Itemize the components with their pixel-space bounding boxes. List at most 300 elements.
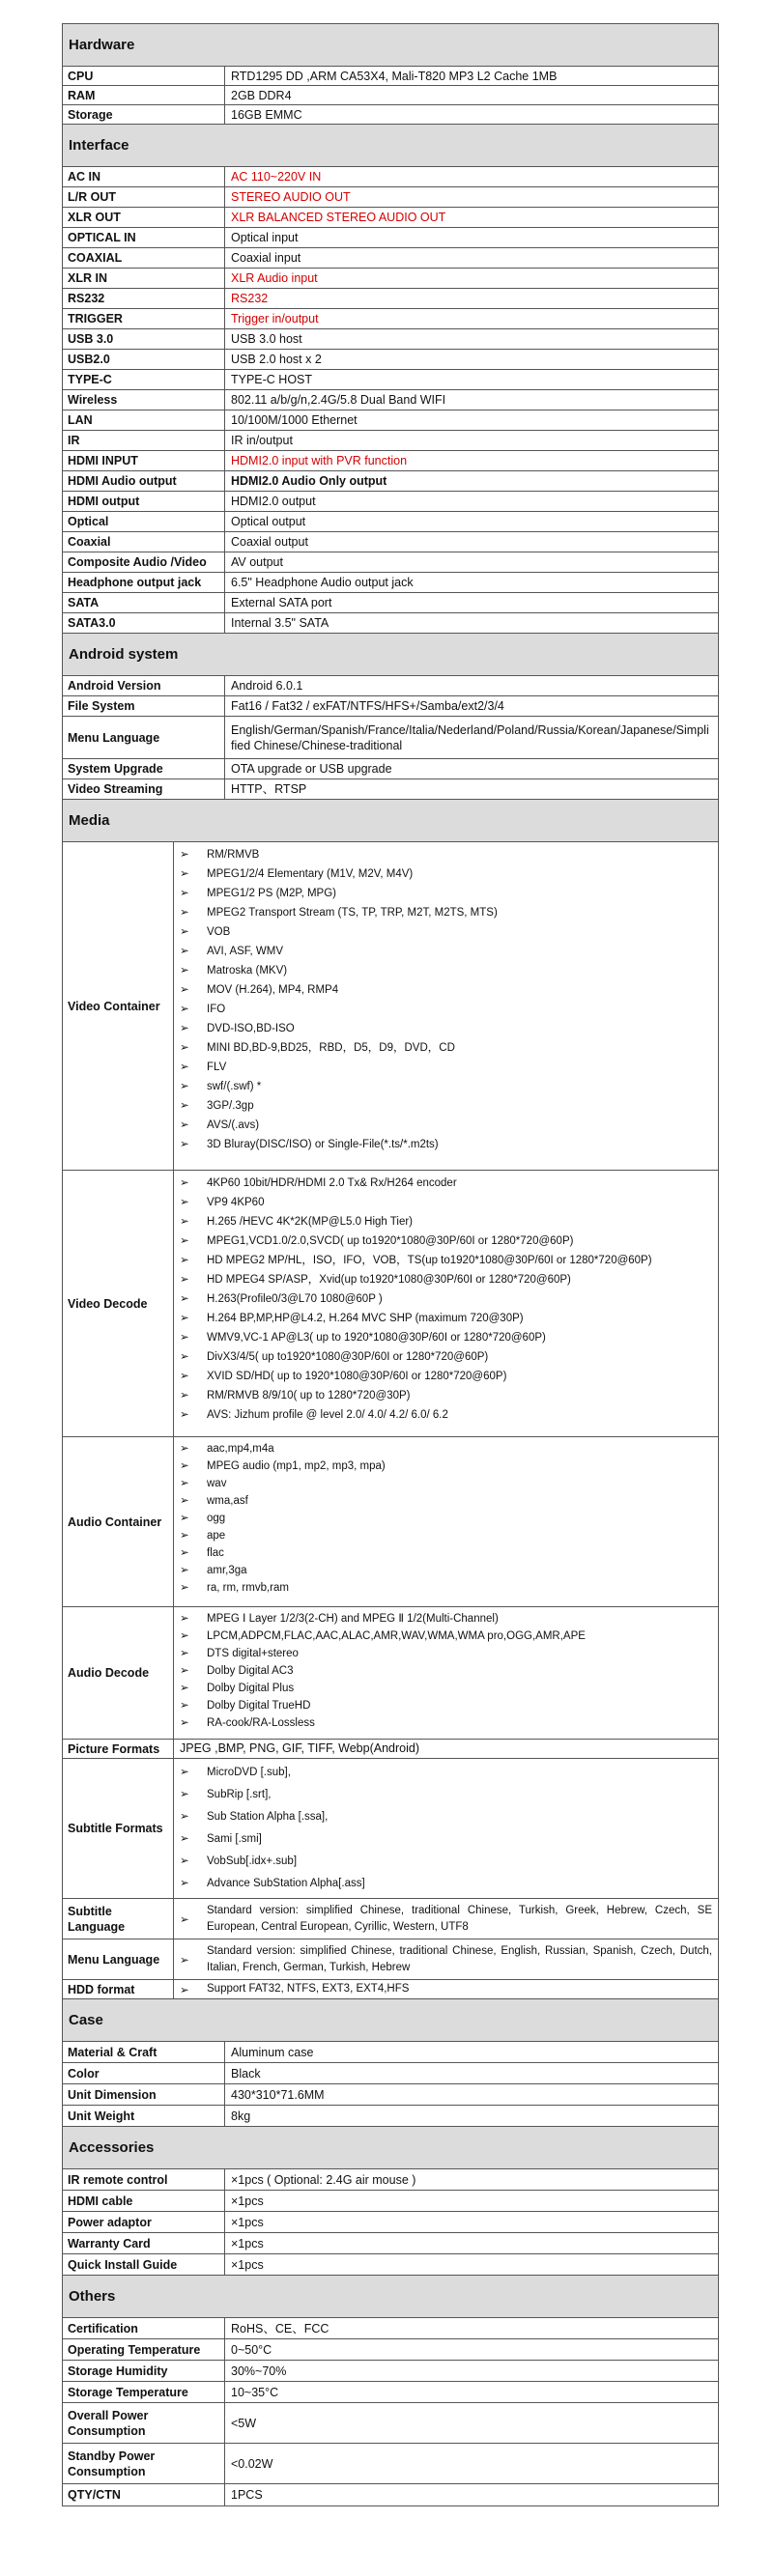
spec-label: Picture Formats [63, 1740, 174, 1758]
spec-row-warranty-card [63, 2233, 718, 2254]
spec-row-ir-remote [63, 2169, 718, 2191]
audio-decode-item [180, 1680, 712, 1697]
list-item-text: RM/RMVB [207, 849, 260, 861]
spec-label: HDMI cable [63, 2191, 225, 2211]
spec-value [174, 1980, 718, 1998]
bullet-arrow-icon: ➢ [180, 1004, 189, 1015]
list-item-text: AVI, ASF, WMV [207, 946, 284, 957]
spec-label: Optical [63, 512, 225, 531]
spec-label: HDMI output [63, 492, 225, 511]
section-hardware: Hardware [63, 24, 718, 67]
spec-value-text: Standard version: simplified Chinese, traditional Chinese, English, Russian, Spanish, Czech, Dutch, Italian, French, German, Turkish, Hebrew [207, 1944, 712, 1973]
bullet-arrow-icon: ➢ [180, 984, 189, 996]
list-item-text: ra, rm, rmvb,ram [207, 1582, 289, 1594]
video-decode-item [180, 1174, 712, 1193]
spec-row-storage [63, 105, 718, 125]
list-item-text: RM/RMVB 8/9/10( up to 1280*720@30P) [207, 1390, 411, 1401]
list-item-text: wma,asf [207, 1495, 248, 1507]
spec-label: Audio Container [63, 1437, 174, 1606]
audio-container-item [180, 1492, 712, 1510]
spec-value-text: Support FAT32, NTFS, EXT3, EXT4,HFS [207, 1983, 410, 1995]
list-item-text: DivX3/4/5( up to1920*1080@30P/60I or 1280*720@60P) [207, 1351, 489, 1363]
spec-label: Subtitle Language [63, 1899, 174, 1939]
video-container-item-list [174, 842, 718, 1170]
spec-row-hdmi-input [63, 451, 718, 471]
subtitle-format-item [180, 1828, 712, 1851]
spec-row-coaxial-in [63, 248, 718, 269]
list-item-text: Dolby Digital TrueHD [207, 1700, 311, 1712]
spec-value: Android 6.0.1 [231, 679, 303, 693]
audio-container-item [180, 1527, 712, 1544]
bullet-arrow-icon: ➢ [180, 1665, 189, 1677]
spec-value [174, 1899, 718, 1939]
spec-label: SATA [63, 593, 225, 612]
spec-value: Black [231, 2066, 261, 2081]
spec-row-overall-power [63, 2403, 718, 2444]
spec-row-coaxial [63, 532, 718, 552]
list-item-text: Dolby Digital AC3 [207, 1665, 294, 1677]
spec-label: Video Decode [63, 1171, 174, 1436]
spec-value: External SATA port [231, 596, 332, 609]
bullet-arrow-icon: ➢ [180, 1119, 189, 1131]
subtitle-format-item [180, 1784, 712, 1806]
list-item-text: MPEG audio (mp1, mp2, mp3, mpa) [207, 1460, 386, 1472]
spec-value: 1PCS [231, 2488, 263, 2502]
list-item-text: wav [207, 1478, 227, 1489]
section-case: Case [63, 1999, 718, 2042]
spec-value: Trigger in/output [231, 312, 319, 326]
spec-row-color [63, 2063, 718, 2084]
spec-label: RS232 [63, 289, 225, 308]
spec-row-operating-temp [63, 2339, 718, 2361]
spec-value: ×1pcs [231, 2257, 264, 2272]
spec-row-power-adaptor [63, 2212, 718, 2233]
spec-value: 430*310*71.6MM [231, 2087, 325, 2102]
bullet-arrow-icon: ➢ [180, 1547, 189, 1559]
bullet-arrow-icon: ➢ [180, 1495, 189, 1507]
spec-row-quick-guide [63, 2254, 718, 2276]
spec-value: 10~35°C [231, 2385, 279, 2399]
list-item-text: HD MPEG2 MP/HL，ISO，IFO，VOB，TS(up to1920*1080@30P/60I or 1280*720@60P) [207, 1255, 652, 1266]
spec-row-unit-weight [63, 2106, 718, 2127]
spec-label: TRIGGER [63, 309, 225, 328]
spec-value: Internal 3.5" SATA [231, 616, 329, 630]
bullet-arrow-icon: ➢ [180, 1255, 189, 1266]
bullet-arrow-icon: ➢ [180, 1197, 189, 1208]
spec-row-audio-container [63, 1437, 718, 1607]
list-item-text: MPEG1/2 PS (M2P, MPG) [207, 888, 336, 899]
bullet-arrow-icon: ➢ [180, 888, 189, 899]
spec-value-text: JPEG ,BMP, PNG, GIF, TIFF, Webp(Android) [180, 1741, 419, 1755]
audio-decode-item [180, 1662, 712, 1680]
spec-value: HDMI2.0 input with PVR function [231, 454, 408, 467]
spec-row-unit-dimension [63, 2084, 718, 2106]
list-item-text: WMV9,VC-1 AP@L3( up to 1920*1080@30P/60I or 1280*720@60P) [207, 1332, 546, 1344]
bullet-arrow-icon: ➢ [180, 1530, 189, 1542]
spec-value: 802.11 a/b/g/n,2.4G/5.8 Dual Band WIFI [231, 393, 446, 407]
bullet-arrow-icon: ➢ [180, 1833, 189, 1845]
spec-label: RAM [63, 86, 225, 104]
bullet-arrow-icon: ➢ [180, 1811, 189, 1823]
spec-row-cpu [63, 67, 718, 86]
list-item-text: AVS/(.avs) [207, 1119, 260, 1131]
spec-value: <0.02W [231, 2456, 273, 2471]
spec-value: Aluminum case [231, 2045, 314, 2059]
spec-value: ×1pcs [231, 2236, 264, 2250]
spec-label: USB2.0 [63, 350, 225, 369]
spec-value: IR in/output [231, 434, 293, 447]
spec-row-wireless [63, 390, 718, 410]
bullet-arrow-icon: ➢ [180, 907, 189, 919]
video-container-item [180, 1077, 712, 1096]
list-item-text: AVS: Jizhum profile @ level 2.0/ 4.0/ 4.2/ 6.0/ 6.2 [207, 1409, 448, 1421]
video-container-item [180, 1096, 712, 1116]
spec-value: XLR BALANCED STEREO AUDIO OUT [231, 211, 446, 224]
spec-value: 6.5" Headphone Audio output jack [231, 576, 414, 589]
video-container-item [180, 1019, 712, 1038]
spec-value: HDMI2.0 Audio Only output [231, 474, 387, 488]
spec-label: Power adaptor [63, 2212, 225, 2232]
section-others: Others [63, 2276, 718, 2318]
spec-row-optical-in [63, 228, 718, 248]
video-decode-item [180, 1289, 712, 1309]
video-decode-item [180, 1328, 712, 1347]
spec-label: HDD format [63, 1980, 174, 1998]
video-decode-item [180, 1367, 712, 1386]
spec-value: AC 110~220V IN [231, 170, 322, 184]
video-decode-item [180, 1231, 712, 1251]
subtitle-format-item [180, 1806, 712, 1828]
list-item-text: MicroDVD [.sub], [207, 1767, 291, 1778]
list-item-text: aac,mp4,m4a [207, 1443, 274, 1455]
bullet-arrow-icon: ➢ [180, 926, 189, 938]
spec-value: Optical input [231, 231, 299, 244]
spec-value [174, 1740, 718, 1758]
spec-value: ×1pcs [231, 2215, 264, 2229]
spec-label: COAXIAL [63, 248, 225, 268]
video-decode-item [180, 1347, 712, 1367]
bullet-arrow-icon: ➢ [180, 1613, 189, 1625]
spec-row-xlr-in [63, 269, 718, 289]
spec-value: RTD1295 DD ,ARM CA53X4, Mali-T820 MP3 L2 Cache 1MB [231, 69, 558, 83]
list-item-text: MPEG Ⅰ Layer 1/2/3(2-CH) and MPEG Ⅱ 1/2(Multi-Channel) [207, 1613, 499, 1625]
spec-label: LAN [63, 410, 225, 430]
bullet-arrow-icon: ➢ [180, 1409, 189, 1421]
list-item-text: H.264 BP,MP,HP@L4.2, H.264 MVC SHP (maximum 720@30P) [207, 1313, 524, 1324]
spec-label: XLR OUT [63, 208, 225, 227]
list-item-text: Sami [.smi] [207, 1833, 262, 1845]
video-container-item [180, 961, 712, 980]
list-item-text: FLV [207, 1062, 227, 1073]
audio-container-item [180, 1475, 712, 1492]
video-decode-item [180, 1386, 712, 1405]
spec-row-material [63, 2042, 718, 2063]
spec-label: HDMI INPUT [63, 451, 225, 470]
list-item-text: Advance SubStation Alpha[.ass] [207, 1878, 365, 1889]
audio-decode-item-list [174, 1607, 718, 1739]
spec-row-hdmi-cable [63, 2191, 718, 2212]
bullet-arrow-icon: ➢ [180, 1954, 189, 1967]
spec-label: AC IN [63, 167, 225, 186]
spec-row-rs232 [63, 289, 718, 309]
spec-label: Standby Power Consumption [63, 2444, 225, 2483]
bullet-arrow-icon: ➢ [180, 1100, 189, 1112]
bullet-arrow-icon: ➢ [180, 1984, 189, 1996]
spec-row-ram [63, 86, 718, 105]
list-item-text: swf/(.swf) * [207, 1081, 262, 1092]
spec-row-sata [63, 593, 718, 613]
video-decode-item [180, 1405, 712, 1425]
bullet-arrow-icon: ➢ [180, 1062, 189, 1073]
spec-label: Menu Language [63, 1939, 174, 1979]
subtitle-format-item-list [174, 1759, 718, 1898]
spec-label: Audio Decode [63, 1607, 174, 1739]
spec-value: Fat16 / Fat32 / exFAT/NTFS/HFS+/Samba/ext2/3/4 [231, 699, 504, 713]
spec-label: Composite Audio /Video [63, 552, 225, 572]
bullet-arrow-icon: ➢ [180, 1139, 189, 1150]
spec-value: <5W [231, 2416, 257, 2430]
bullet-arrow-icon: ➢ [180, 1717, 189, 1729]
spec-label: Menu Language [63, 717, 225, 758]
spec-label: Overall Power Consumption [63, 2403, 225, 2443]
video-container-item [180, 942, 712, 961]
audio-container-item [180, 1440, 712, 1458]
spec-value: HTTP、RTSP [231, 782, 307, 796]
spec-label: Quick Install Guide [63, 2254, 225, 2275]
audio-decode-item [180, 1610, 712, 1628]
spec-row-video-streaming [63, 779, 718, 800]
spec-row-certification [63, 2318, 718, 2339]
video-container-item [180, 1135, 712, 1154]
list-item-text: H.263(Profile0/3@L70 1080@60P ) [207, 1293, 383, 1305]
spec-label: TYPE-C [63, 370, 225, 389]
spec-value: RS232 [231, 292, 269, 305]
subtitle-format-item [180, 1873, 712, 1895]
subtitle-format-item [180, 1762, 712, 1784]
spec-value: RoHS、CE、FCC [231, 2321, 329, 2335]
spec-row-subtitle-language [63, 1899, 718, 1939]
video-decode-item-list [174, 1171, 718, 1436]
spec-row-lan [63, 410, 718, 431]
spec-label: L/R OUT [63, 187, 225, 207]
bullet-arrow-icon: ➢ [180, 1913, 189, 1926]
bullet-arrow-icon: ➢ [180, 1023, 189, 1034]
list-item-text: HD MPEG4 SP/ASP，Xvid(up to1920*1080@30P/60I or 1280*720@60P) [207, 1274, 571, 1286]
video-decode-item [180, 1270, 712, 1289]
spec-value: Coaxial output [231, 535, 308, 549]
spec-label: Storage Temperature [63, 2382, 225, 2402]
spec-label: CPU [63, 67, 225, 85]
spec-row-file-system [63, 696, 718, 717]
video-container-item [180, 1058, 712, 1077]
section-media: Media [63, 800, 718, 842]
spec-value: 0~50°C [231, 2342, 272, 2357]
spec-label: Subtitle Formats [63, 1759, 174, 1898]
list-item-text: RA-cook/RA-Lossless [207, 1717, 315, 1729]
spec-value: Optical output [231, 515, 306, 528]
bullet-arrow-icon: ➢ [180, 1513, 189, 1524]
list-item-text: Matroska (MKV) [207, 965, 288, 977]
audio-container-item-list [174, 1437, 718, 1606]
list-item-text: 4KP60 10bit/HDR/HDMI 2.0 Tx& Rx/H264 encoder [207, 1177, 457, 1189]
video-container-item [180, 1038, 712, 1058]
audio-container-item [180, 1510, 712, 1527]
bullet-arrow-icon: ➢ [180, 1683, 189, 1694]
spec-label: QTY/CTN [63, 2484, 225, 2505]
spec-label: Material & Craft [63, 2042, 225, 2062]
video-container-item [180, 845, 712, 864]
bullet-arrow-icon: ➢ [180, 1478, 189, 1489]
spec-row-trigger [63, 309, 718, 329]
section-interface: Interface [63, 125, 718, 167]
spec-value: STEREO AUDIO OUT [231, 190, 351, 204]
bullet-arrow-icon: ➢ [180, 1582, 189, 1594]
bullet-arrow-icon: ➢ [180, 1332, 189, 1344]
section-accessories: Accessories [63, 2127, 718, 2169]
spec-label: Video Streaming [63, 779, 225, 799]
spec-value: 2GB DDR4 [231, 88, 292, 102]
spec-label: Unit Weight [63, 2106, 225, 2126]
bullet-arrow-icon: ➢ [180, 1630, 189, 1642]
spec-value: 10/100M/1000 Ethernet [231, 413, 358, 427]
spec-label: Operating Temperature [63, 2339, 225, 2360]
list-item-text: SubRip [.srt], [207, 1789, 272, 1800]
bullet-arrow-icon: ➢ [180, 1235, 189, 1247]
list-item-text: Dolby Digital Plus [207, 1683, 295, 1694]
bullet-arrow-icon: ➢ [180, 1443, 189, 1455]
spec-row-hdmi-output [63, 492, 718, 512]
spec-row-video-decode [63, 1171, 718, 1437]
bullet-arrow-icon: ➢ [180, 1855, 189, 1867]
spec-row-hdmi-audio-output [63, 471, 718, 492]
spec-label: Certification [63, 2318, 225, 2338]
spec-label: IR remote control [63, 2169, 225, 2190]
video-container-item [180, 1000, 712, 1019]
list-item-text: IFO [207, 1004, 226, 1015]
bullet-arrow-icon: ➢ [180, 849, 189, 861]
spec-value: English/German/Spanish/France/Italia/Nederland/Poland/Russia/Korean/Japanese/Simplified Chinese/Chinese-traditional [231, 722, 709, 752]
spec-label: Android Version [63, 676, 225, 695]
bullet-arrow-icon: ➢ [180, 1648, 189, 1659]
bullet-arrow-icon: ➢ [180, 1351, 189, 1363]
spec-label: OPTICAL IN [63, 228, 225, 247]
spec-value: HDMI2.0 output [231, 495, 316, 508]
spec-row-usb3 [63, 329, 718, 350]
spec-row-hdd-format [63, 1980, 718, 1999]
list-item-text: DVD-ISO,BD-ISO [207, 1023, 295, 1034]
list-item-text: H.265 /HEVC 4K*2K(MP@L5.0 High Tier) [207, 1216, 414, 1228]
list-item-text: 3GP/.3gp [207, 1100, 254, 1112]
audio-container-item [180, 1562, 712, 1579]
spec-value [174, 1939, 718, 1979]
audio-decode-item [180, 1645, 712, 1662]
audio-container-item [180, 1579, 712, 1597]
bullet-arrow-icon: ➢ [180, 1371, 189, 1382]
list-item-text: DTS digital+stereo [207, 1648, 299, 1659]
list-item-text: LPCM,ADPCM,FLAC,AAC,ALAC,AMR,WAV,WMA,WMA pro,OGG,AMR,APE [207, 1630, 586, 1642]
video-container-item [180, 903, 712, 922]
spec-row-video-container [63, 842, 718, 1171]
spec-row-usb2 [63, 350, 718, 370]
spec-value: XLR Audio input [231, 271, 318, 285]
bullet-arrow-icon: ➢ [180, 868, 189, 880]
spec-row-headphone [63, 573, 718, 593]
spec-label: IR [63, 431, 225, 450]
video-decode-item [180, 1193, 712, 1212]
video-container-item [180, 922, 712, 942]
spec-label: HDMI Audio output [63, 471, 225, 491]
spec-sheet [62, 23, 719, 2506]
bullet-arrow-icon: ➢ [180, 1460, 189, 1472]
spec-value: USB 3.0 host [231, 332, 302, 346]
spec-row-picture-formats [63, 1740, 718, 1759]
spec-row-type-c [63, 370, 718, 390]
bullet-arrow-icon: ➢ [180, 1700, 189, 1712]
bullet-arrow-icon: ➢ [180, 1789, 189, 1800]
spec-row-storage-humidity [63, 2361, 718, 2382]
spec-label: XLR IN [63, 269, 225, 288]
list-item-text: ogg [207, 1513, 226, 1524]
spec-label: Video Container [63, 842, 174, 1170]
list-item-text: MPEG2 Transport Stream (TS, TP, TRP, M2T, M2TS, MTS) [207, 907, 498, 919]
audio-decode-item [180, 1714, 712, 1732]
bullet-arrow-icon: ➢ [180, 1565, 189, 1576]
bullet-arrow-icon: ➢ [180, 965, 189, 977]
spec-row-android-version [63, 676, 718, 696]
spec-row-sata3 [63, 613, 718, 634]
spec-row-lr-out [63, 187, 718, 208]
spec-value: 8kg [231, 2109, 251, 2123]
spec-label: Storage Humidity [63, 2361, 225, 2381]
list-item-text: MPEG1,VCD1.0/2.0,SVCD( up to1920*1080@30P/60I or 1280*720@60P) [207, 1235, 574, 1247]
spec-row-ac-in [63, 167, 718, 187]
bullet-arrow-icon: ➢ [180, 1313, 189, 1324]
video-container-item [180, 1116, 712, 1135]
video-container-item [180, 864, 712, 884]
spec-row-audio-decode [63, 1607, 718, 1740]
audio-decode-item [180, 1697, 712, 1714]
spec-label: File System [63, 696, 225, 716]
spec-row-media-menu-language [63, 1939, 718, 1980]
spec-value: ×1pcs ( Optional: 2.4G air mouse ) [231, 2172, 416, 2187]
list-item-text: MOV (H.264), MP4, RMP4 [207, 984, 339, 996]
spec-value: Coaxial input [231, 251, 301, 265]
list-item-text: MPEG1/2/4 Elementary (M1V, M2V, M4V) [207, 868, 414, 880]
spec-row-menu-language [63, 717, 718, 759]
bullet-arrow-icon: ➢ [180, 1390, 189, 1401]
spec-label: Unit Dimension [63, 2084, 225, 2105]
audio-container-item [180, 1544, 712, 1562]
bullet-arrow-icon: ➢ [180, 1293, 189, 1305]
spec-row-xlr-out [63, 208, 718, 228]
video-decode-item [180, 1251, 712, 1270]
spec-label: Color [63, 2063, 225, 2083]
spec-row-storage-temp [63, 2382, 718, 2403]
video-container-item [180, 980, 712, 1000]
video-decode-item [180, 1212, 712, 1231]
list-item-text: VOB [207, 926, 231, 938]
spec-row-ir [63, 431, 718, 451]
spec-label: Warranty Card [63, 2233, 225, 2253]
subtitle-format-item [180, 1851, 712, 1873]
list-item-text: flac [207, 1547, 224, 1559]
list-item-text: amr,3ga [207, 1565, 247, 1576]
spec-value: AV output [231, 555, 283, 569]
spec-row-composite [63, 552, 718, 573]
spec-row-standby-power [63, 2444, 718, 2484]
audio-decode-item [180, 1628, 712, 1645]
bullet-arrow-icon: ➢ [180, 1216, 189, 1228]
